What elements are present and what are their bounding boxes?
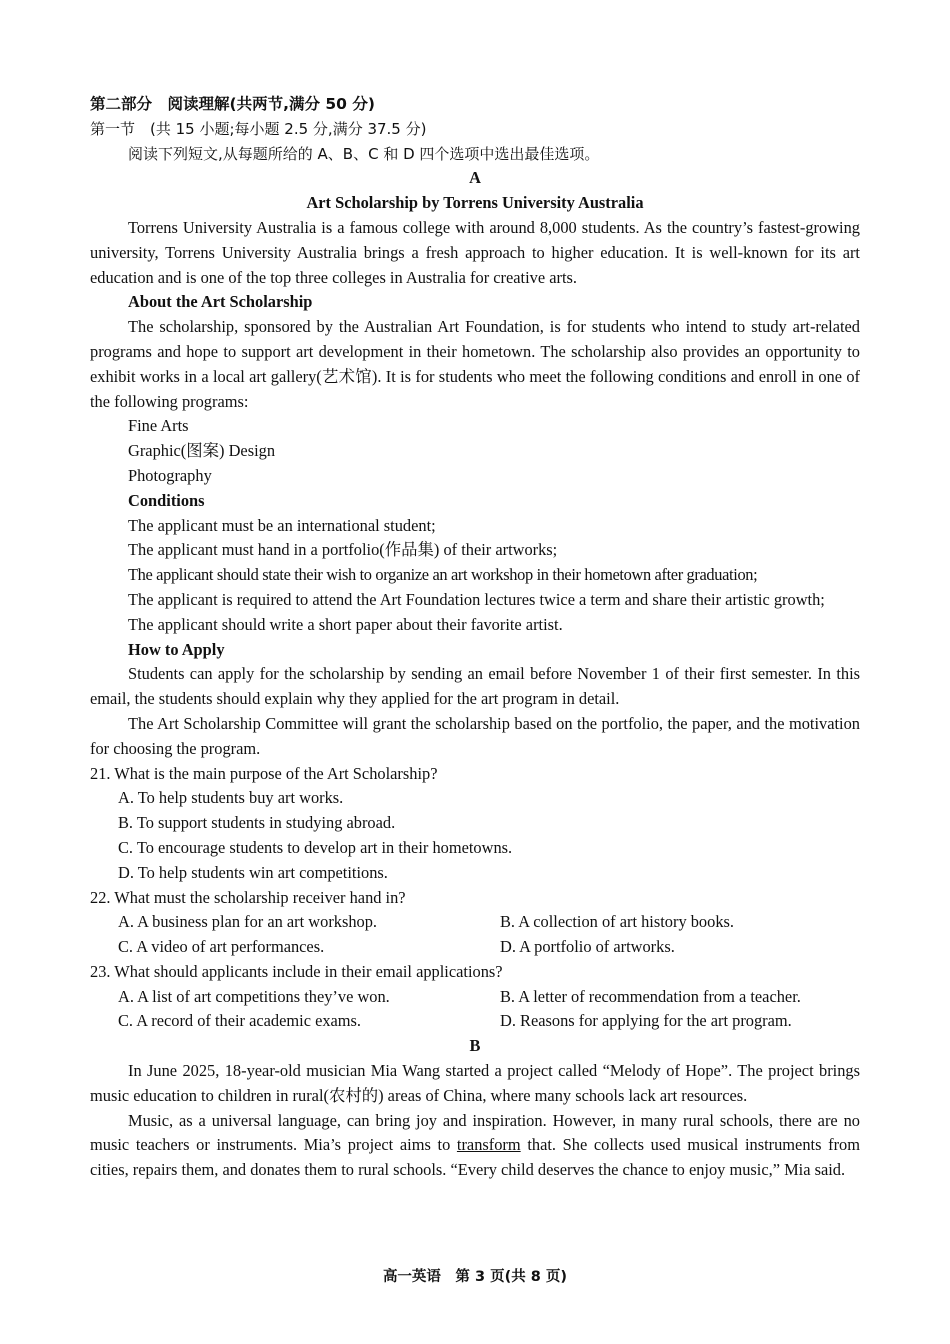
question-23-option-b: B. A letter of recommendation from a teacher. <box>500 986 801 1006</box>
program-item: Photography <box>128 465 212 485</box>
question-22-option-b: B. A collection of art history books. <box>500 912 734 932</box>
apply-text-1: Students can apply for the scholarship by sending an email before November 1 of their first semester. In this email, the students should explain why they applied for the art program in detail. <box>90 664 860 709</box>
part-title: 第二部分 阅读理解(共两节,满分 50 分) <box>90 95 375 113</box>
conditions-heading: Conditions <box>128 490 205 510</box>
condition-item: The applicant must hand in a portfolio(作品集) of their artworks; <box>128 540 558 560</box>
para-2-before: Music, as a universal language, can bring joy and inspiration. However, in many rural schools, there are no music teachers or instruments. Mia’s project aims to <box>90 1110 860 1155</box>
question-21-option-a: A. To help students buy art works. <box>118 788 344 808</box>
condition-item: The applicant must be an international student; <box>128 515 436 535</box>
condition-item: The applicant should state their wish to organize an art workshop in their hometown after graduation; <box>128 565 758 585</box>
question-21-option-d: D. To help students win art competitions. <box>118 862 388 882</box>
question-21-option-b: B. To support students in studying abroad. <box>118 813 396 833</box>
para-2-after: that. She collects used musical instruments from cities, repairs them, and donates them to rural schools. “Every child deserves the chance to enjoy music,” Mia said. <box>90 1135 860 1180</box>
passage-b-para-1: In June 2025, 18-year-old musician Mia Wang started a project called “Melody of Hope”. The project brings music education to children in rural(农村的) areas of China, where many schools lack art resources. <box>90 1061 860 1105</box>
passage-b-label: B <box>469 1036 481 1056</box>
underlined-word-transform: transform <box>456 1135 521 1155</box>
question-22-options-row-2 <box>90 935 860 960</box>
question-23-option-c: C. A record of their academic exams. <box>118 1011 362 1031</box>
about-text: The scholarship, sponsored by the Australian Art Foundation, is for students who intend to study art-related programs and hope to support art development in their hometown. The scholarship also provides an opportunity to exhibit works in a local art gallery(艺术馆). It is for students who meet the following conditions and enroll in one of the following programs: <box>90 317 860 411</box>
question-23-option-a: A. A list of art competitions they’ve won. <box>118 986 390 1006</box>
question-22-option-c: C. A video of art performances. <box>118 937 325 957</box>
question-23-options-row-2 <box>90 1009 860 1034</box>
passage-b-para-2 <box>90 1109 860 1183</box>
question-22-option-d: D. A portfolio of artworks. <box>500 937 675 957</box>
passage-a-title: Art Scholarship by Torrens University Australia <box>306 193 644 213</box>
question-23-options-row-1 <box>90 985 860 1010</box>
passage-a-intro: Torrens University Australia is a famous college with around 8,000 students. As the country’s fastest-growing university, Torrens University Australia brings a fresh approach to higher education. It is well-known for its art education and is one of the top three colleges in Australia for creative arts. <box>90 217 860 287</box>
apply-heading: How to Apply <box>128 639 225 659</box>
exam-page <box>90 92 860 1183</box>
question-23-option-d: D. Reasons for applying for the art program. <box>500 1011 792 1031</box>
condition-item: The applicant should write a short paper about their favorite artist. <box>128 614 563 634</box>
instruction: 阅读下列短文,从每题所给的 A、B、C 和 D 四个选项中选出最佳选项。 <box>128 144 600 163</box>
apply-text-2: The Art Scholarship Committee will grant the scholarship based on the portfolio, the paper, and the motivation for choosing the program. <box>90 713 860 758</box>
question-22-option-a: A. A business plan for an art workshop. <box>118 912 378 932</box>
passage-a-label: A <box>469 168 481 188</box>
question-21-option-c: C. To encourage students to develop art in their hometowns. <box>118 837 513 857</box>
program-item: Fine Arts <box>128 416 189 436</box>
question-22-options-row-1 <box>90 910 860 935</box>
section-title: 第一节 (共 15 小题;每小题 2.5 分,满分 37.5 分) <box>90 119 427 138</box>
condition-item: The applicant is required to attend the Art Foundation lectures twice a term and share their artistic growth; <box>128 589 825 609</box>
question-23-stem: 23. What should applicants include in their email applications? <box>90 961 503 981</box>
about-heading: About the Art Scholarship <box>128 292 313 312</box>
program-item: Graphic(图案) Design <box>128 441 276 461</box>
question-22-stem: 22. What must the scholarship receiver hand in? <box>90 887 406 907</box>
question-21-stem: 21. What is the main purpose of the Art Scholarship? <box>90 763 438 783</box>
page-footer: 高一英语 第 3 页(共 8 页) <box>382 1269 568 1285</box>
